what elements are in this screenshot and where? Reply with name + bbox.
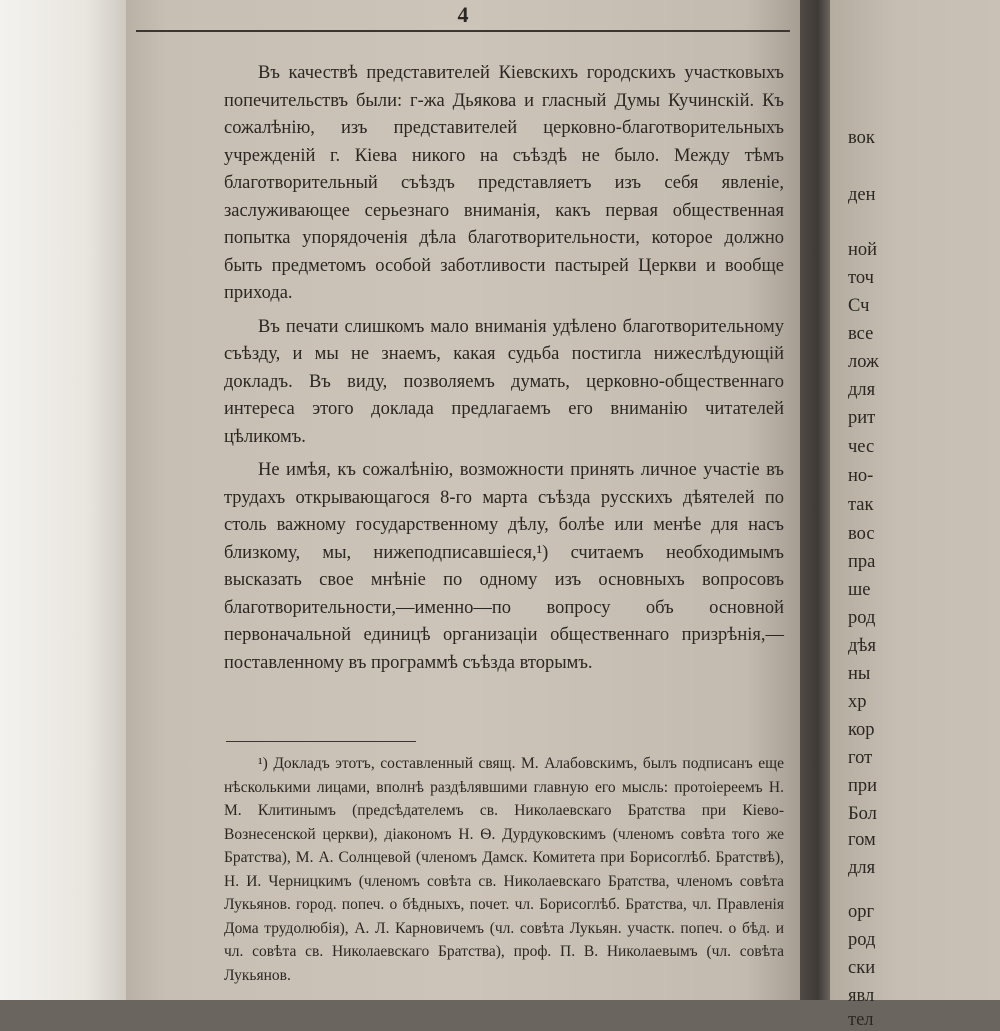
adjacent-page-fragment: орг: [848, 902, 875, 922]
adjacent-page-fragment: для: [848, 380, 876, 400]
adjacent-page: [830, 0, 1000, 1030]
adjacent-page-fragment: пра: [848, 552, 876, 572]
adjacent-page-fragment: так: [848, 495, 874, 515]
adjacent-page-fragment: явл: [848, 986, 875, 1006]
adjacent-page-fragment: вок: [848, 128, 875, 148]
adjacent-page-fragment: хр: [848, 692, 867, 712]
adjacent-page-fragment: дѣя: [848, 636, 876, 656]
adjacent-page-fragment: чес: [848, 437, 875, 457]
book-page: [126, 0, 800, 1000]
book-gutter: [800, 0, 830, 1000]
adjacent-page-fragment: Сч: [848, 296, 870, 316]
adjacent-page-fragment: но-: [848, 466, 874, 486]
adjacent-page-fragment: ше: [848, 580, 871, 600]
adjacent-page-fragment: род: [848, 930, 876, 950]
adjacent-page-fragment: кор: [848, 720, 875, 740]
adjacent-page-fragment: лож: [848, 352, 879, 372]
adjacent-page-fragment: гот: [848, 748, 873, 768]
footnote-rule: [226, 741, 416, 742]
adjacent-page-fragment: ной: [848, 240, 878, 260]
adjacent-page-fragment: гом: [848, 830, 876, 850]
adjacent-page-fragment: ден: [848, 185, 876, 205]
footnote: [224, 752, 784, 987]
adjacent-page-fragment: рит: [848, 408, 876, 428]
page-number: 4: [457, 2, 469, 27]
adjacent-page-fragment: ски: [848, 958, 876, 978]
adjacent-page-fragment: Бол: [848, 804, 877, 824]
adjacent-page-fragment: для: [848, 858, 876, 878]
paragraph: Въ качествѣ представителей Кіевскихъ городскихъ участковыхъ попечительствъ были: г-жа Дьякова и гласный Думы Кучинскій. Къ сожалѣнію, изъ представителей церковно-благотворительныхъ учрежденій г. Кіева никого на съѣздѣ не было. Между тѣмъ благотворительный съѣздъ представляетъ изъ себя явленіе, заслуживающее серьезнаго вниманія, какъ первая общественная попытка упорядоченія дѣла благотворительности, которое должно быть предметомъ особой заботливости пастырей Церкви и вообще прихода.: [224, 63, 784, 303]
main-text: [224, 60, 784, 677]
paragraph: Въ печати слишкомъ мало вниманія удѣлено благотворительному съѣзду, и мы не знаемъ, какая судьба постигла нижеслѣдующій докладъ. Въ виду, позволяемъ думать, церковно-общественнаго интереса этого доклада предлагаемъ его вниманію читателей цѣликомъ.: [224, 316, 784, 447]
paragraph: Не имѣя, къ сожалѣнію, возможности принять личное участіе въ трудахъ открывающагося 8-го марта съѣзда русскихъ дѣятелей по столь важному государственному дѣлу, болѣе или менѣе для насъ близкому, мы, нижеподписавшіеся,¹) считаемъ необходимымъ высказать свое мнѣніе по одному изъ основныхъ вопросовъ благотворительности,—именно—по вопросу объ основной первоначальной единицѣ организаціи общественнаго призрѣнія,—поставленному въ программѣ съѣзда вторымъ.: [224, 460, 784, 673]
adjacent-page-fragment: вос: [848, 524, 875, 544]
adjacent-page-fragment: тел: [848, 1010, 874, 1030]
adjacent-page-fragment: при: [848, 776, 878, 796]
header-rule: [136, 30, 790, 32]
desk-background: [0, 0, 126, 1000]
adjacent-page-fragment: все: [848, 324, 874, 344]
adjacent-page-fragment: ны: [848, 664, 871, 684]
adjacent-page-fragment: род: [848, 608, 876, 628]
footnote-text: ¹) Докладъ этотъ, составленный свящ. М. Алабовскимъ, былъ подписанъ еще нѣсколькими лицами, вполнѣ раздѣлявшими главную его мысль: протоіереемъ Н. М. Клитинымъ (предсѣдателемъ св. Николаевскаго Братства при Кіево-Вознесенской церкви), діакономъ Н. Ѳ. Дурдуковскимъ (членомъ совѣта того же Братства), М. А. Солнцевой (членомъ Дамск. Комитета при Борисоглѣб. Братствѣ), Н. И. Черницкимъ (членомъ совѣта св. Николаевскаго Братства, членомъ совѣта Лукьянов. город. попеч. о бѣдныхъ, почет. чл. Борисоглѣб. Братства, чл. Правленія Дома трудолюбія), А. Л. Карновичемъ (чл. совѣта Лукьян. участк. попеч. о бѣд. и чл. совѣта св. Николаевскаго Братства), проф. П. В. Николаевымъ (чл. совѣта Лукьянов.: [224, 755, 784, 984]
adjacent-page-fragment: точ: [848, 268, 874, 288]
